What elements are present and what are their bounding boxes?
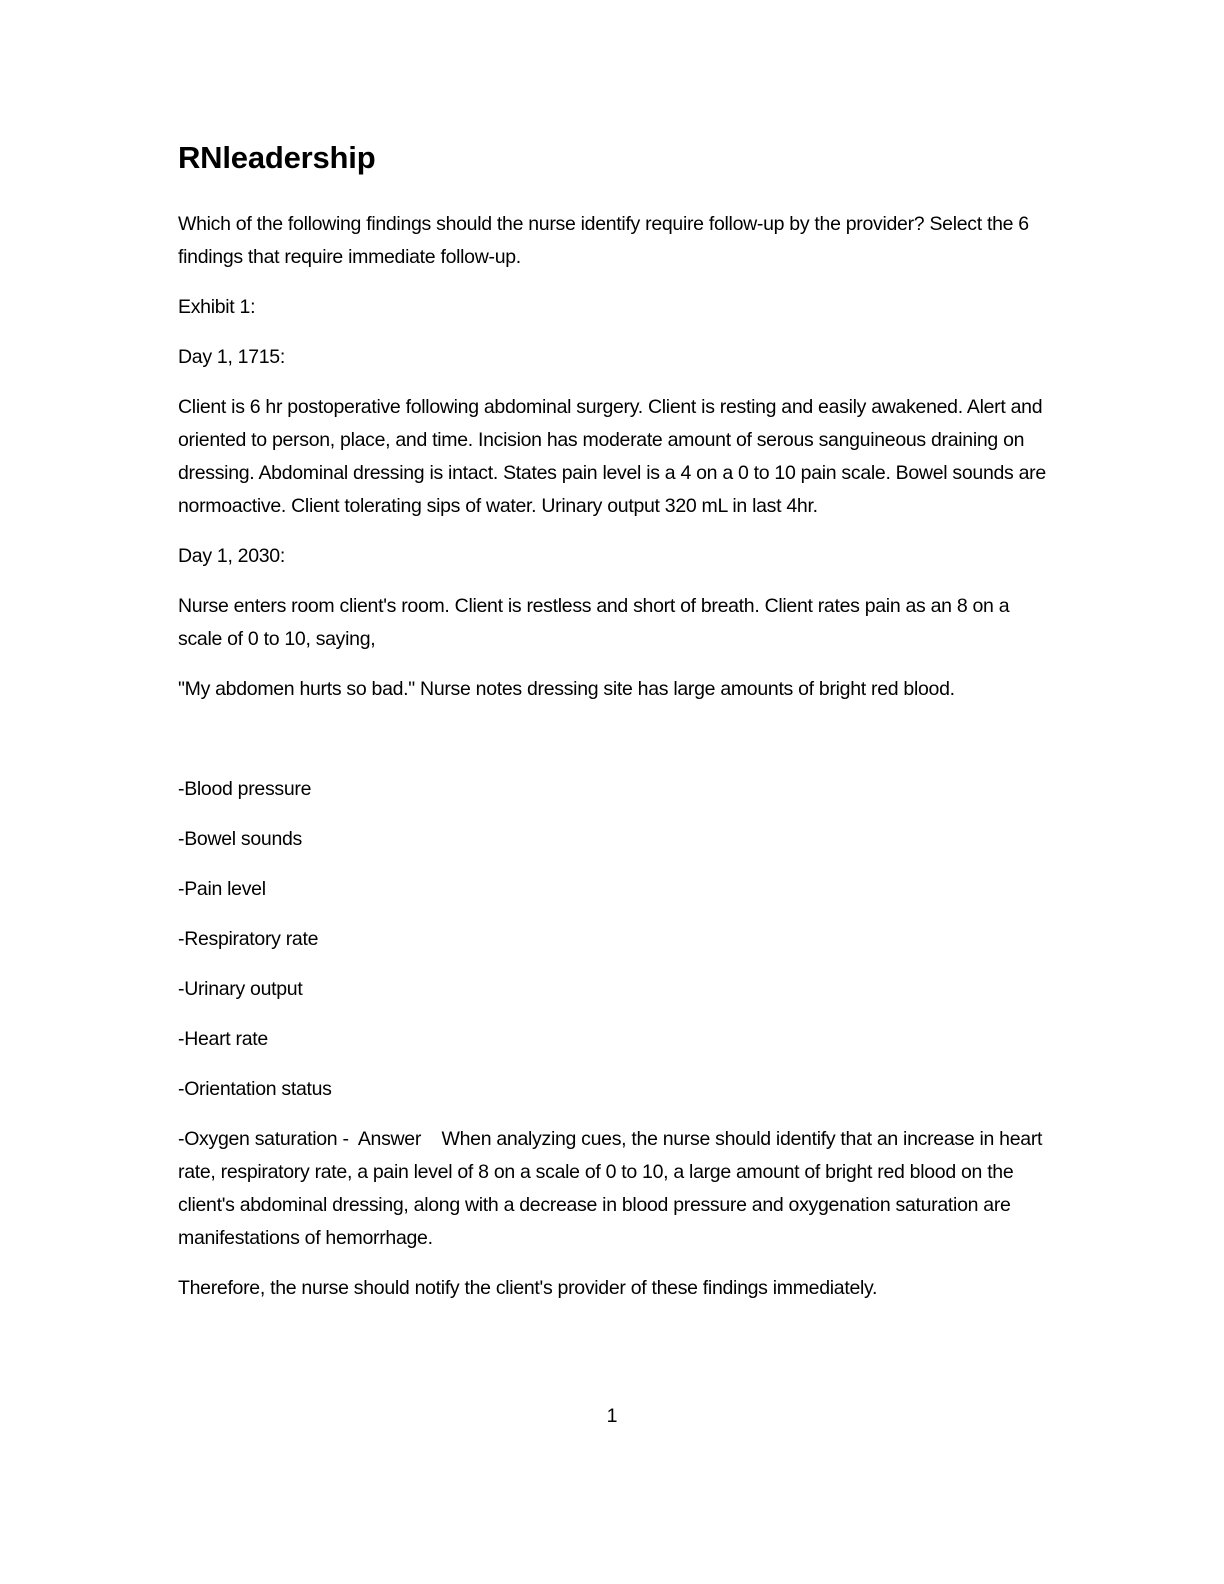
page-number: 1 — [606, 1405, 618, 1427]
exhibit-entry1-timestamp: Day 1, 1715: — [178, 346, 285, 368]
exhibit-entry2-timestamp: Day 1, 2030: — [178, 545, 285, 567]
blank-line — [178, 723, 1052, 756]
finding-item-respiratory-rate: -Respiratory rate — [178, 928, 319, 950]
exhibit-label: Exhibit 1: — [178, 296, 256, 318]
finding-item-urinary-output: -Urinary output — [178, 978, 303, 1000]
finding-item-bowel-sounds: -Bowel sounds — [178, 828, 303, 850]
finding-item-blood-pressure: -Blood pressure — [178, 778, 312, 800]
exhibit-entry1-note: Client is 6 hr postoperative following abdominal surgery. Client is resting and easily awakened. Alert and oriented to person, place, and time. Incision has moderate amount of serous sanguineous draining on dressing. Abdominal dressing is intact. States pain level is a 4 on a 0 to 10 pain scale. Bowel sounds are normoactive. Client tolerating sips of water. Urinary output 320 mL in last 4hr. — [178, 396, 1046, 517]
page-title: RNleadership — [178, 140, 376, 175]
exhibit-entry2-quote: "My abdomen hurts so bad." Nurse notes dressing site has large amounts of bright red blood. — [178, 678, 955, 700]
finding-oxygen-saturation-answer-text: -Oxygen saturation - Answer When analyzing cues, the nurse should identify that an increase in heart rate, respiratory rate, a pain level of 8 on a scale of 0 to 10, a large amount of bright red blood on the client's abdominal dressing, along with a decrease in blood pressure and oxygenation saturation are manifestations of hemorrhage. — [178, 1128, 1048, 1249]
finding-item-heart-rate: -Heart rate — [178, 1028, 268, 1050]
finding-item-orientation-status: -Orientation status — [178, 1078, 332, 1100]
finding-item-pain-level: -Pain level — [178, 878, 266, 900]
conclusion-text: Therefore, the nurse should notify the client's provider of these findings immediately. — [178, 1277, 878, 1299]
exhibit-entry2-note: Nurse enters room client's room. Client is restless and short of breath. Client rates pain as an 8 on a scale of 0 to 10, saying, — [178, 595, 1010, 650]
question-prompt: Which of the following findings should the nurse identify require follow-up by the provider? Select the 6 findings that require immediate follow-up. — [178, 213, 1029, 268]
